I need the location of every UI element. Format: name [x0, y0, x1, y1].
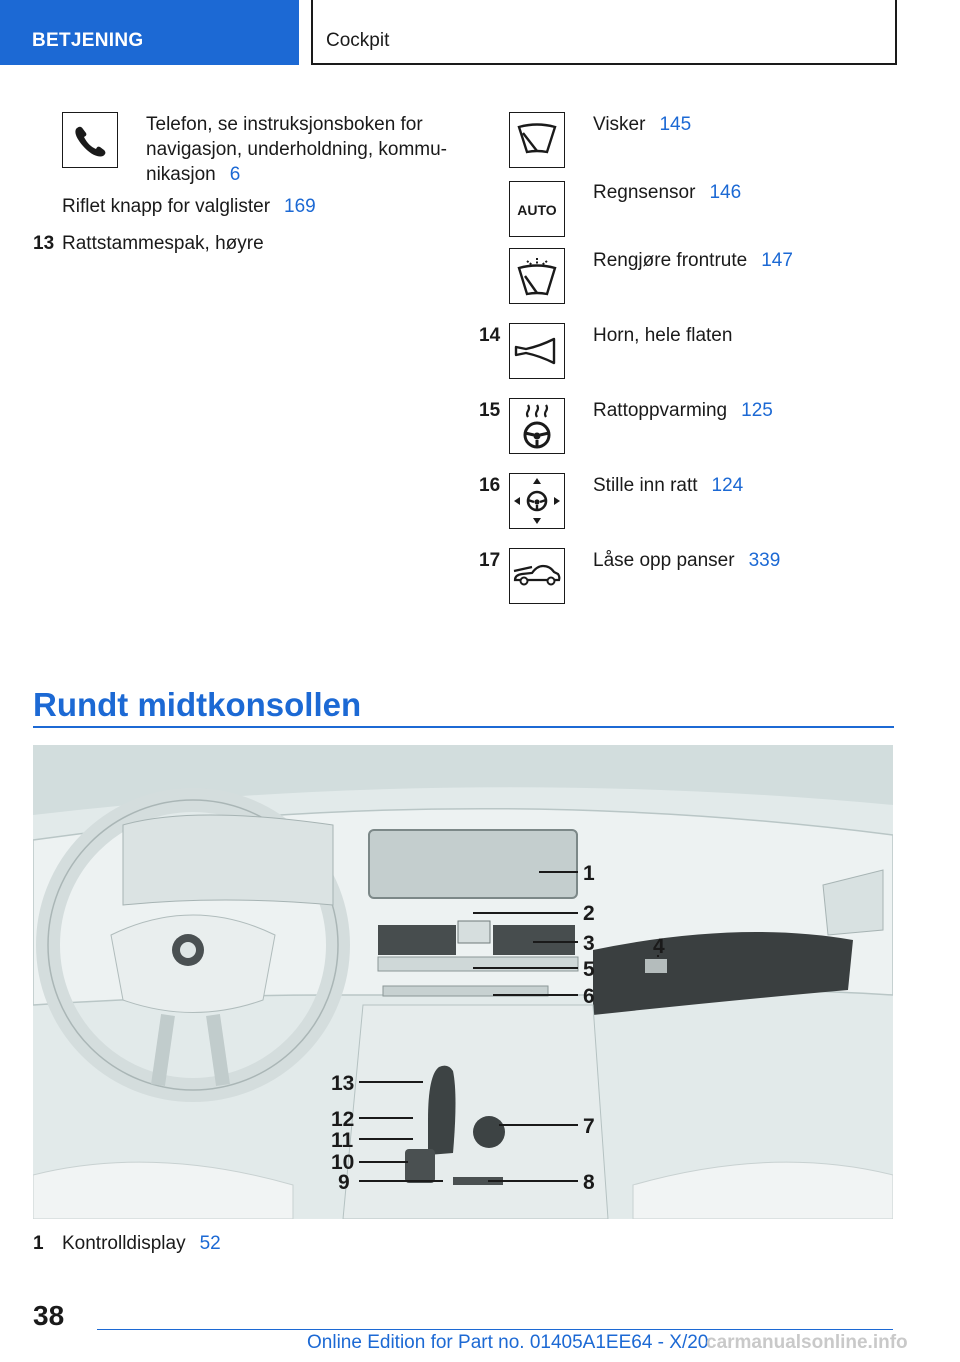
callout-12: 12	[331, 1108, 355, 1131]
item-number-17: 17	[479, 550, 501, 571]
legend-number-1: 1	[33, 1233, 44, 1254]
wheel-heating-item	[593, 398, 773, 423]
callout-1: 1	[583, 862, 595, 885]
item-13-label: Rattstammespak, høyre	[62, 233, 264, 254]
washer-label: Rengjøre frontrute	[593, 250, 748, 271]
riflet-knapp-label: Riflet knapp for valglister	[62, 196, 271, 217]
washer-item	[593, 248, 793, 273]
rain-sensor-page-ref[interactable]: 146	[709, 182, 742, 203]
item-number-13: 13	[33, 233, 55, 254]
callout-13: 13	[331, 1072, 355, 1095]
footer-edition: Online Edition for Part no. 01405A1EE64 - X/20	[307, 1332, 709, 1353]
watermark: carmanualsonline.info	[706, 1332, 908, 1353]
hood-release-item	[593, 548, 780, 573]
item-number-14: 14	[479, 325, 501, 346]
legend-label-1: Kontrolldisplay	[62, 1233, 186, 1254]
steering-wheel-heating-icon	[509, 398, 565, 454]
horn-item	[593, 323, 732, 348]
auto-rain-sensor-icon	[509, 181, 565, 237]
wheel-heating-page-ref[interactable]: 125	[741, 400, 773, 421]
callout-7: 7	[583, 1115, 595, 1138]
riflet-knapp-item	[62, 194, 316, 219]
footer-divider	[97, 1329, 893, 1330]
windshield-washer-icon	[509, 248, 565, 304]
callout-10: 10	[331, 1151, 355, 1174]
callout-9: 9	[338, 1171, 350, 1194]
callout-5: 5	[583, 958, 595, 981]
legend-item-1	[62, 1231, 221, 1256]
item-number-16: 16	[479, 475, 501, 496]
hood-release-page-ref[interactable]: 339	[748, 550, 781, 571]
rain-sensor-item	[593, 180, 741, 205]
horn-label: Horn, hele flaten	[593, 325, 733, 346]
phone-description	[146, 112, 447, 187]
callout-8: 8	[583, 1171, 595, 1194]
hood-release-label: Låse opp panser	[593, 550, 735, 571]
phone-icon	[62, 112, 118, 168]
header-section-tab	[0, 0, 299, 65]
rain-sensor-label: Regnsensor	[593, 182, 696, 203]
item-number-15: 15	[479, 400, 501, 421]
phone-line-3: nikasjon	[146, 164, 216, 185]
header-section-label: BETJENING	[32, 30, 144, 51]
phone-line-1: Telefon, se instruksjonsboken for	[146, 114, 423, 135]
callout-3: 3	[583, 932, 595, 955]
legend-page-ref-1[interactable]: 52	[199, 1233, 221, 1254]
callout-6: 6	[583, 985, 595, 1008]
wheel-adjust-label: Stille inn ratt	[593, 475, 698, 496]
steering-wheel-adjust-icon	[509, 473, 565, 529]
phone-page-ref[interactable]: 6	[229, 164, 241, 185]
hood-release-icon	[509, 548, 565, 604]
washer-page-ref[interactable]: 147	[761, 250, 793, 271]
section-title: Rundt midtkonsollen	[33, 686, 362, 723]
callout-11: 11	[331, 1129, 354, 1152]
section-divider	[33, 726, 894, 728]
wheel-heating-label: Rattoppvarming	[593, 400, 728, 421]
page-number: 38	[33, 1300, 65, 1331]
callout-2: 2	[583, 902, 595, 925]
wheel-adjust-page-ref[interactable]: 124	[711, 475, 744, 496]
callout-4: 4	[653, 935, 665, 958]
phone-line-2: navigasjon, underholdning, kommu-	[146, 139, 448, 160]
riflet-knapp-page-ref[interactable]: 169	[284, 196, 316, 217]
horn-icon	[509, 323, 565, 379]
wiper-label: Visker	[593, 114, 646, 135]
wiper-item	[593, 112, 691, 137]
auto-icon-text: AUTO	[517, 202, 557, 218]
wheel-adjust-item	[593, 473, 743, 498]
wiper-icon	[509, 112, 565, 168]
wiper-page-ref[interactable]: 145	[659, 114, 692, 135]
center-console-illustration	[33, 745, 893, 1219]
header-chapter-label: Cockpit	[326, 30, 390, 51]
header-chapter-tab	[311, 0, 897, 65]
